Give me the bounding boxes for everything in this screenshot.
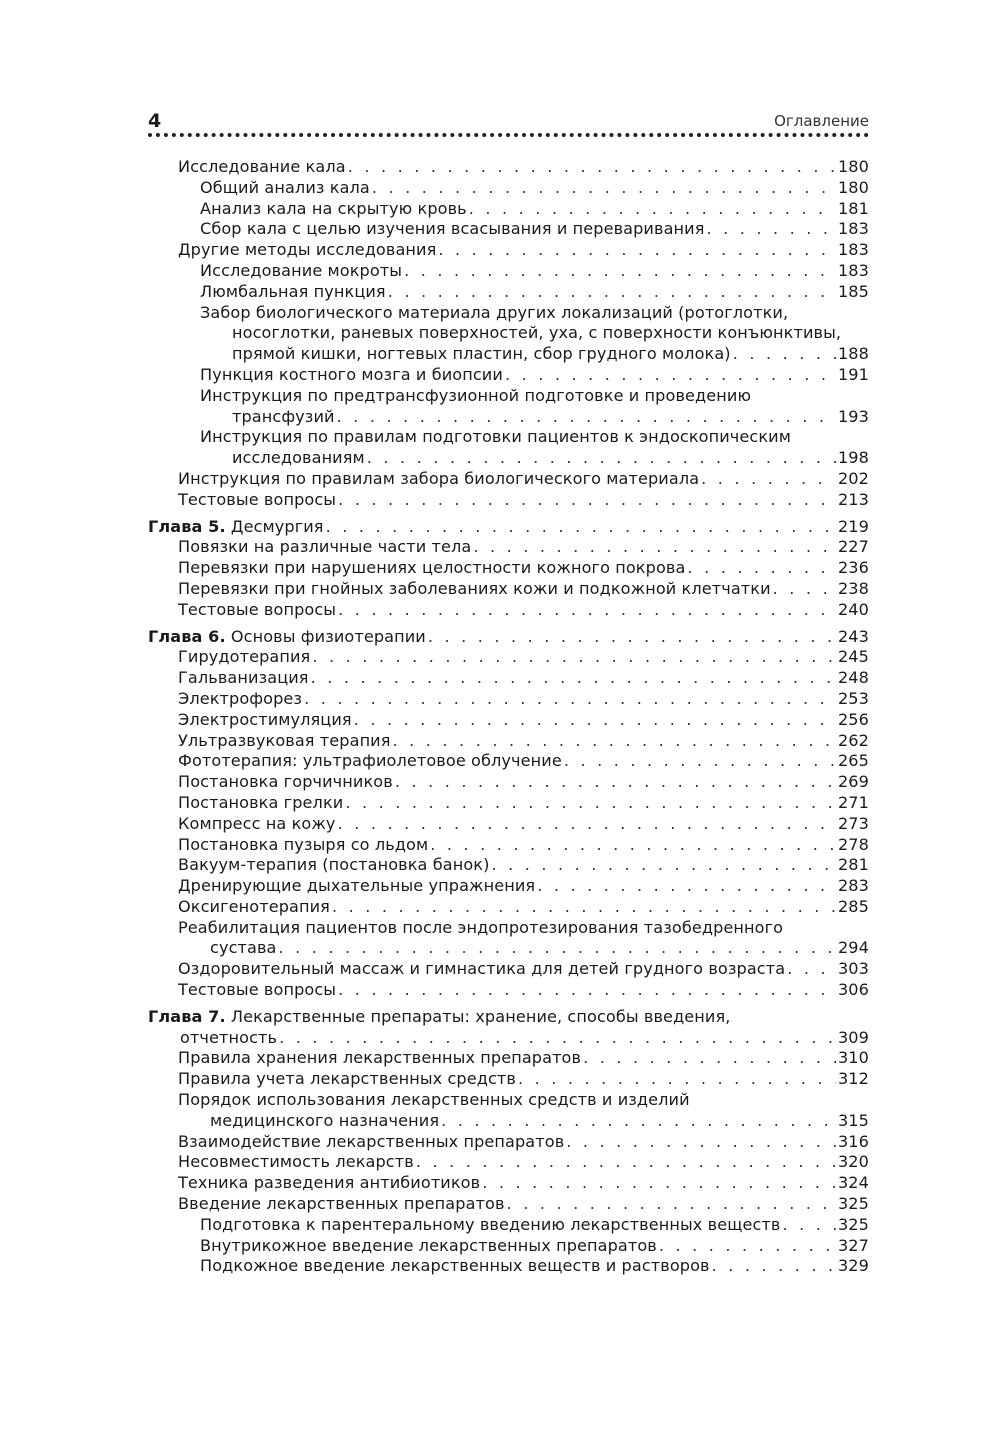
toc-entry-line	[148, 517, 869, 538]
toc-entry	[148, 1152, 869, 1173]
toc-entry-title: Оксигенотерапия	[178, 896, 330, 916]
toc-entry-title: Исследование мокроты	[200, 260, 403, 280]
dot-leader	[332, 897, 836, 918]
dot-leader	[395, 772, 836, 793]
dot-leader	[338, 814, 836, 835]
dot-leader	[416, 1152, 836, 1173]
toc-entry	[148, 1132, 869, 1153]
dot-leader	[469, 199, 836, 220]
toc-entry-title: Правила хранения лекарственных препаратов	[178, 1048, 582, 1068]
dot-leader	[787, 959, 836, 980]
toc-entry	[148, 647, 869, 668]
dot-leader	[507, 1194, 836, 1215]
dot-leader	[338, 980, 836, 1001]
toc-entry-title: трансфузий	[232, 406, 335, 426]
running-title: Оглавление	[774, 112, 869, 130]
toc-entry-title: Тестовые вопросы	[178, 489, 337, 509]
toc-page-number: 325	[837, 1194, 869, 1214]
toc-entry-title: Забор биологического материала других локализаций (ротоглотки,	[200, 302, 789, 322]
dot-leader	[733, 344, 836, 365]
toc-entry-line	[178, 1090, 869, 1111]
toc-chapter-entry	[148, 517, 869, 538]
toc-entry	[148, 558, 869, 579]
page-number: 4	[148, 110, 162, 132]
toc-entry	[148, 1215, 869, 1236]
toc-entry-title: Гальванизация	[178, 668, 309, 688]
toc-entry-line	[200, 199, 869, 220]
dot-leader	[393, 731, 836, 752]
toc-entry	[148, 282, 869, 303]
toc-entry-line	[178, 689, 869, 710]
toc-page-number: 273	[837, 813, 869, 833]
toc-entry	[148, 1048, 869, 1069]
toc-entry	[148, 469, 869, 490]
dot-leader	[338, 600, 836, 621]
dot-leader	[345, 793, 836, 814]
toc-entry-line	[178, 1048, 869, 1069]
toc-entry-line	[200, 427, 869, 448]
toc-page-number: 198	[837, 448, 869, 468]
toc-page-number: 303	[837, 959, 869, 979]
toc-entry	[148, 731, 869, 752]
toc-entry-title: Тестовые вопросы	[178, 980, 337, 1000]
toc-entry-title: Сбор кала с целью изучения всасывания и переваривания	[200, 219, 705, 239]
toc-entry-title: Оздоровительный массаж и гимнастика для детей грудного возраста	[178, 959, 786, 979]
chapter-label: Глава 5.	[148, 516, 226, 536]
toc-entry	[148, 772, 869, 793]
toc-entry	[148, 876, 869, 897]
toc-entry-title: Техника разведения антибиотиков	[178, 1173, 481, 1193]
toc-entry-line	[200, 323, 869, 344]
toc-entry-title: Перевязки при гнойных заболеваниях кожи и подкожной клетчатки	[178, 578, 771, 598]
dot-leader	[354, 710, 836, 731]
toc-entry-title: Электрофорез	[178, 688, 303, 708]
dot-leader	[518, 1069, 836, 1090]
toc-entry-title: Глава 7. Лекарственные препараты: хранение, способы введения,	[148, 1006, 731, 1026]
toc-entry-title: Инструкция по предтрансфузионной подготовке и проведению	[200, 385, 752, 405]
toc-entry-title: сустава	[210, 938, 277, 958]
toc-page-number: 245	[837, 647, 869, 667]
toc-entry-line	[200, 407, 869, 428]
dot-leader	[404, 261, 836, 282]
dot-leader	[338, 490, 836, 511]
toc-page-number: 281	[837, 855, 869, 875]
toc-entry	[148, 365, 869, 386]
toc-entry	[148, 751, 869, 772]
toc-entry-title: Постановка горчичников	[178, 772, 393, 792]
toc-entry-line	[200, 1215, 869, 1236]
toc-page-number: 236	[837, 558, 869, 578]
toc-entry-title: Вакуум-терапия (постановка банок)	[178, 855, 490, 875]
toc-entry-title: Глава 5. Десмургия	[148, 516, 324, 536]
toc-entry-line	[178, 537, 869, 558]
dot-leader	[701, 469, 836, 490]
toc-entry	[148, 1173, 869, 1194]
toc-entry	[148, 219, 869, 240]
toc-page-number: 310	[837, 1048, 869, 1068]
toc-entry-line	[178, 731, 869, 752]
toc-entry-title: Общий анализ кала	[200, 177, 370, 197]
toc-entry-title: Люмбальная пункция	[200, 281, 386, 301]
toc-entry	[148, 855, 869, 876]
toc-page-number: 306	[837, 980, 869, 1000]
toc-entry-line	[200, 365, 869, 386]
toc-entry	[148, 199, 869, 220]
toc-page-number: 181	[837, 198, 869, 218]
toc-page-number: 324	[837, 1173, 869, 1193]
toc-entry-line	[200, 386, 869, 407]
dot-leader	[505, 365, 836, 386]
toc-entry-line	[178, 959, 869, 980]
toc-page-number: 238	[837, 578, 869, 598]
toc-entry-line	[178, 157, 869, 178]
toc-entry	[148, 537, 869, 558]
toc-entry	[148, 1090, 869, 1132]
toc-page-number: 248	[837, 668, 869, 688]
dot-leader	[312, 647, 836, 668]
toc-entry-line	[178, 1069, 869, 1090]
dot-leader	[707, 219, 836, 240]
toc-page-number: 202	[837, 468, 869, 488]
dot-leader	[388, 282, 836, 303]
toc-entry-line	[200, 178, 869, 199]
toc-page-number: 312	[837, 1069, 869, 1089]
toc-page-number: 320	[837, 1152, 869, 1172]
chapter-label: Глава 6.	[148, 626, 226, 646]
toc-entry-title: исследованиям	[232, 448, 365, 468]
toc-entry	[148, 600, 869, 621]
dot-leader	[367, 448, 836, 469]
toc-entry	[148, 261, 869, 282]
toc-entry-title: Правила учета лекарственных средств	[178, 1069, 516, 1089]
toc-entry	[148, 157, 869, 178]
toc-entry-title: Анализ кала на скрытую кровь	[200, 198, 467, 218]
dot-leader	[304, 689, 836, 710]
toc-entry	[148, 1194, 869, 1215]
toc-entry	[148, 386, 869, 428]
toc-page-number: 269	[837, 772, 869, 792]
table-of-contents	[148, 157, 869, 1277]
toc-page-number: 265	[837, 751, 869, 771]
toc-entry	[148, 897, 869, 918]
toc-entry-title: Ультразвуковая терапия	[178, 730, 391, 750]
toc-entry-line	[200, 1256, 869, 1277]
toc-entry-line	[178, 579, 869, 600]
toc-entry-title: Внутрикожное введение лекарственных препаратов	[200, 1235, 657, 1255]
toc-entry-title: Перевязки при нарушениях целостности кожного покрова	[178, 558, 686, 578]
dot-leader	[566, 1132, 836, 1153]
dot-leader	[773, 579, 836, 600]
toc-page-number: 329	[837, 1256, 869, 1276]
toc-page-number: 180	[837, 157, 869, 176]
dot-leader	[311, 668, 836, 689]
toc-entry-title: носоглотки, раневых поверхностей, уха, с поверхности конъюнктивы,	[232, 323, 842, 343]
toc-entry-line	[148, 1028, 869, 1049]
toc-entry-line	[178, 938, 869, 959]
toc-entry-title: Подкожное введение лекарственных веществ и растворов	[200, 1256, 710, 1276]
toc-page-number: 188	[837, 344, 869, 364]
toc-entry-title: Инструкция по правилам подготовки пациентов к эндоскопическим	[200, 427, 791, 447]
toc-entry-line	[200, 261, 869, 282]
toc-entry-line	[178, 897, 869, 918]
toc-entry	[148, 835, 869, 856]
toc-entry-title: Несовместимость лекарств	[178, 1152, 414, 1172]
toc-page-number: 262	[837, 730, 869, 750]
toc-entry-line	[200, 303, 869, 324]
toc-page-number: 219	[837, 516, 869, 536]
toc-entry-line	[178, 876, 869, 897]
toc-entry	[148, 793, 869, 814]
toc-entry-title: Гирудотерапия	[178, 647, 311, 667]
toc-page-number: 309	[837, 1027, 869, 1047]
toc-entry	[148, 814, 869, 835]
toc-entry-line	[178, 490, 869, 511]
toc-page-number: 180	[837, 177, 869, 197]
toc-entry-title: Повязки на различные части тела	[178, 537, 472, 557]
toc-page-number: 294	[837, 938, 869, 958]
toc-chapter-entry	[148, 627, 869, 648]
toc-entry-line	[178, 814, 869, 835]
toc-entry	[148, 303, 869, 365]
toc-entry	[148, 240, 869, 261]
dot-leader	[482, 1173, 836, 1194]
toc-page-number: 213	[837, 489, 869, 509]
dot-leader	[712, 1256, 836, 1277]
toc-page-number: 183	[837, 260, 869, 280]
toc-page-number: 316	[837, 1131, 869, 1151]
toc-entry	[148, 710, 869, 731]
toc-entry-title: Инструкция по правилам забора биологического материала	[178, 468, 700, 488]
toc-entry	[148, 579, 869, 600]
toc-entry-title: Введение лекарственных препаратов	[178, 1194, 505, 1214]
toc-page-number: 240	[837, 599, 869, 619]
toc-entry-line	[178, 240, 869, 261]
toc-chapter-entry	[148, 1007, 869, 1049]
toc-entry	[148, 178, 869, 199]
toc-page-number: 193	[837, 406, 869, 426]
toc-entry	[148, 959, 869, 980]
dot-leader	[492, 855, 836, 876]
toc-entry	[148, 1256, 869, 1277]
toc-entry-title: Подготовка к парентеральному введению лекарственных веществ	[200, 1214, 781, 1234]
toc-entry-title: Порядок использования лекарственных средств и изделий	[178, 1090, 690, 1110]
toc-entry-title: Тестовые вопросы	[178, 599, 337, 619]
toc-entry-line	[178, 793, 869, 814]
toc-page-number: 285	[837, 896, 869, 916]
toc-entry-line	[178, 600, 869, 621]
toc-entry-line	[178, 772, 869, 793]
toc-page-number: 183	[837, 240, 869, 260]
toc-entry-title: отчетность	[180, 1027, 278, 1047]
dot-leader	[564, 751, 836, 772]
toc-entry-line	[178, 751, 869, 772]
toc-entry-title: Фототерапия: ультрафиолетовое облучение	[178, 751, 562, 771]
dot-leader	[430, 835, 836, 856]
toc-entry-line	[200, 448, 869, 469]
toc-entry-title: Глава 6. Основы физиотерапии	[148, 626, 426, 646]
toc-entry-line	[178, 668, 869, 689]
toc-entry	[148, 490, 869, 511]
dot-leader	[372, 178, 836, 199]
toc-entry-line	[178, 647, 869, 668]
dot-leader	[783, 1215, 836, 1236]
toc-entry-line	[178, 980, 869, 1001]
toc-entry-line	[178, 1111, 869, 1132]
chapter-label: Глава 7.	[148, 1006, 226, 1026]
toc-entry-title: Компресс на кожу	[178, 813, 336, 833]
toc-entry-line	[200, 219, 869, 240]
dot-leader	[279, 938, 836, 959]
toc-page-number: 315	[837, 1110, 869, 1130]
toc-entry	[148, 980, 869, 1001]
toc-page-number: 243	[837, 626, 869, 646]
toc-entry-title: Взаимодействие лекарственных препаратов	[178, 1131, 565, 1151]
toc-entry	[148, 689, 869, 710]
toc-entry-title: Другие методы исследования	[178, 240, 437, 260]
dot-leader	[687, 558, 836, 579]
toc-entry-line	[200, 282, 869, 303]
toc-entry-line	[178, 855, 869, 876]
dot-leader	[441, 1111, 836, 1132]
toc-page-number: 325	[837, 1214, 869, 1234]
toc-entry	[148, 427, 869, 469]
toc-entry	[148, 1236, 869, 1257]
dot-leader	[537, 876, 836, 897]
toc-page-number: 183	[837, 219, 869, 239]
toc-entry-line	[178, 558, 869, 579]
toc-entry-title: Дренирующие дыхательные упражнения	[178, 876, 536, 896]
toc-entry-title: Пункция костного мозга и биопсии	[200, 364, 503, 384]
toc-entry-title: Постановка пузыря со льдом	[178, 834, 429, 854]
dot-leader	[337, 407, 836, 428]
toc-entry	[148, 1069, 869, 1090]
toc-page-number: 253	[837, 688, 869, 708]
dot-leader	[326, 517, 836, 538]
toc-entry-line	[178, 1132, 869, 1153]
toc-page-number: 185	[837, 281, 869, 301]
toc-entry-line	[178, 1194, 869, 1215]
toc-page-number: 256	[837, 709, 869, 729]
toc-entry-line	[178, 710, 869, 731]
dot-leader	[659, 1236, 836, 1257]
dot-leader	[348, 157, 836, 178]
toc-entry-line	[178, 469, 869, 490]
toc-entry-title: Исследование кала	[178, 157, 346, 176]
dot-leader	[473, 537, 836, 558]
toc-entry-title: медицинского назначения	[210, 1110, 440, 1130]
toc-entry-title: Постановка грелки	[178, 792, 344, 812]
dot-leader	[428, 627, 836, 648]
toc-entry-line	[178, 1152, 869, 1173]
toc-entry-line	[148, 627, 869, 648]
dot-leader	[583, 1048, 836, 1069]
toc-entry-line	[178, 835, 869, 856]
toc-entry-line	[200, 1236, 869, 1257]
toc-entry-title: Реабилитация пациентов после эндопротезирования тазобедренного	[178, 917, 784, 937]
toc-page-number: 271	[837, 792, 869, 812]
toc-page-number: 191	[837, 364, 869, 384]
toc-entry-title: Электростимуляция	[178, 709, 352, 729]
toc-entry-line	[178, 918, 869, 939]
toc-entry-title: прямой кишки, ногтевых пластин, сбор грудного молока)	[232, 344, 731, 364]
toc-page-number: 283	[837, 876, 869, 896]
toc-page-number: 278	[837, 834, 869, 854]
toc-entry	[148, 918, 869, 960]
toc-page-number: 327	[837, 1235, 869, 1255]
toc-entry	[148, 668, 869, 689]
dot-leader	[438, 240, 836, 261]
toc-entry-line	[200, 344, 869, 365]
toc-entry-line	[178, 1173, 869, 1194]
dot-leader	[279, 1028, 836, 1049]
header-dotted-rule	[148, 133, 869, 137]
toc-entry-line	[148, 1007, 869, 1028]
toc-page-number: 227	[837, 537, 869, 557]
